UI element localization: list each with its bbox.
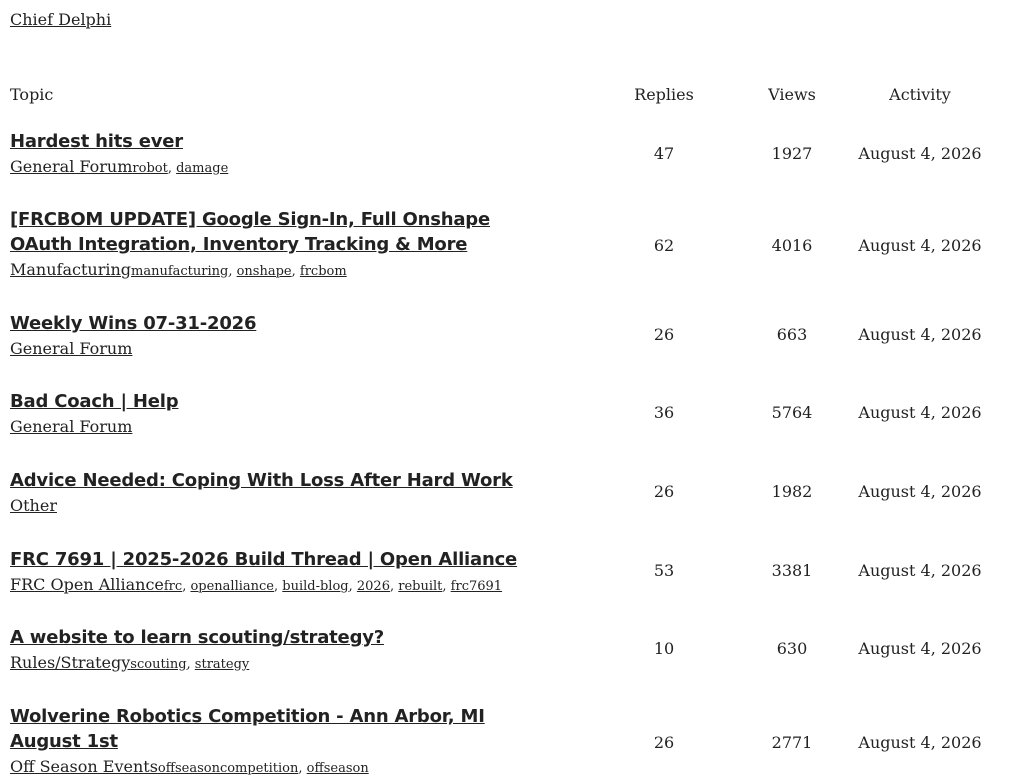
replies-count: 26 bbox=[653, 733, 675, 752]
activity-date[interactable]: August 4, 2026 bbox=[858, 561, 982, 580]
views-count: 3381 bbox=[771, 561, 813, 580]
tag-link[interactable]: build-blog bbox=[282, 579, 349, 594]
tag-separator: , bbox=[442, 579, 451, 594]
topic-title-link[interactable]: Advice Needed: Coping With Loss After Hard Work bbox=[10, 470, 513, 491]
tag-link[interactable]: scouting bbox=[130, 657, 187, 672]
tag-separator: , bbox=[389, 579, 399, 594]
replies-count: 36 bbox=[653, 403, 675, 422]
views-count: 1927 bbox=[771, 144, 813, 163]
tag-separator: , bbox=[167, 161, 177, 176]
header-views[interactable]: Views bbox=[768, 85, 816, 104]
tag-link[interactable]: offseasoncompetition bbox=[157, 761, 299, 776]
header-topic[interactable]: Topic bbox=[10, 85, 54, 104]
tag-separator: , bbox=[228, 264, 237, 279]
tag-link[interactable]: frc bbox=[163, 579, 183, 594]
tag-separator: , bbox=[182, 579, 191, 594]
views-count: 1982 bbox=[771, 482, 813, 501]
activity-date[interactable]: August 4, 2026 bbox=[858, 482, 982, 501]
replies-count: 62 bbox=[653, 236, 675, 255]
tag-link[interactable]: rebuilt bbox=[398, 579, 443, 594]
views-count: 663 bbox=[776, 325, 808, 344]
activity-date[interactable]: August 4, 2026 bbox=[858, 639, 982, 658]
replies-count: 26 bbox=[653, 482, 675, 501]
header-activity[interactable]: Activity bbox=[889, 85, 951, 104]
header-replies[interactable]: Replies bbox=[634, 85, 694, 104]
tag-link[interactable]: frc7691 bbox=[450, 579, 503, 594]
topic-title-link[interactable]: Weekly Wins 07-31-2026 bbox=[10, 313, 257, 334]
category-link[interactable]: Manufacturing bbox=[10, 260, 131, 279]
topic-meta bbox=[10, 575, 502, 597]
replies-count: 53 bbox=[653, 561, 675, 580]
replies-count: 10 bbox=[653, 639, 675, 658]
category-link[interactable]: General Forum bbox=[10, 417, 133, 436]
activity-date[interactable]: August 4, 2026 bbox=[858, 144, 982, 163]
activity-date[interactable]: August 4, 2026 bbox=[858, 325, 982, 344]
category-link[interactable]: Other bbox=[10, 496, 57, 515]
topic-title-link[interactable]: A website to learn scouting/strategy? bbox=[10, 627, 385, 648]
category-link[interactable]: FRC Open Alliance bbox=[10, 575, 164, 594]
tag-link[interactable]: robot bbox=[132, 161, 168, 176]
views-count: 2771 bbox=[771, 733, 813, 752]
category-link[interactable]: Rules/Strategy bbox=[10, 653, 131, 672]
views-count: 630 bbox=[776, 639, 808, 658]
tag-link[interactable]: onshape bbox=[236, 264, 292, 279]
tag-link[interactable]: manufacturing bbox=[131, 264, 229, 279]
views-count: 5764 bbox=[771, 403, 813, 422]
tag-link[interactable]: 2026 bbox=[356, 579, 390, 594]
topic-title-link[interactable]: Hardest hits ever bbox=[10, 131, 183, 152]
tag-link[interactable]: damage bbox=[176, 161, 229, 176]
topic-meta bbox=[10, 339, 132, 359]
topic-meta bbox=[10, 417, 132, 437]
tag-separator: , bbox=[298, 761, 307, 776]
activity-date[interactable]: August 4, 2026 bbox=[858, 733, 982, 752]
topic-title-link[interactable]: FRC 7691 | 2025-2026 Build Thread | Open Alliance bbox=[10, 549, 518, 570]
topic-meta bbox=[10, 653, 249, 675]
topic-meta bbox=[10, 157, 228, 179]
tag-separator: , bbox=[291, 264, 300, 279]
site-title-link[interactable]: Chief Delphi bbox=[10, 10, 112, 29]
activity-date[interactable]: August 4, 2026 bbox=[858, 236, 982, 255]
topic-meta bbox=[10, 496, 57, 516]
topic-title-link[interactable]: Wolverine Robotics Competition - Ann Arbor, MI August 1st bbox=[10, 706, 485, 752]
tag-link[interactable]: offseason bbox=[306, 761, 369, 776]
category-link[interactable]: General Forum bbox=[10, 339, 133, 358]
tag-link[interactable]: openalliance bbox=[190, 579, 274, 594]
tag-link[interactable]: strategy bbox=[194, 657, 250, 672]
tag-separator: , bbox=[274, 579, 283, 594]
topic-title-link[interactable]: Bad Coach | Help bbox=[10, 391, 179, 412]
tag-separator: , bbox=[348, 579, 357, 594]
tag-link[interactable]: frcbom bbox=[299, 264, 347, 279]
topic-meta bbox=[10, 757, 369, 779]
replies-count: 26 bbox=[653, 325, 675, 344]
views-count: 4016 bbox=[771, 236, 813, 255]
activity-date[interactable]: August 4, 2026 bbox=[858, 403, 982, 422]
topic-title-link[interactable]: [FRCBOM UPDATE] Google Sign-In, Full Onshape OAuth Integration, Inventory Tracking & More bbox=[10, 209, 491, 255]
category-link[interactable]: General Forum bbox=[10, 157, 133, 176]
category-link[interactable]: Off Season Events bbox=[10, 757, 158, 776]
replies-count: 47 bbox=[653, 144, 675, 163]
tag-separator: , bbox=[186, 657, 195, 672]
topic-meta bbox=[10, 260, 347, 282]
